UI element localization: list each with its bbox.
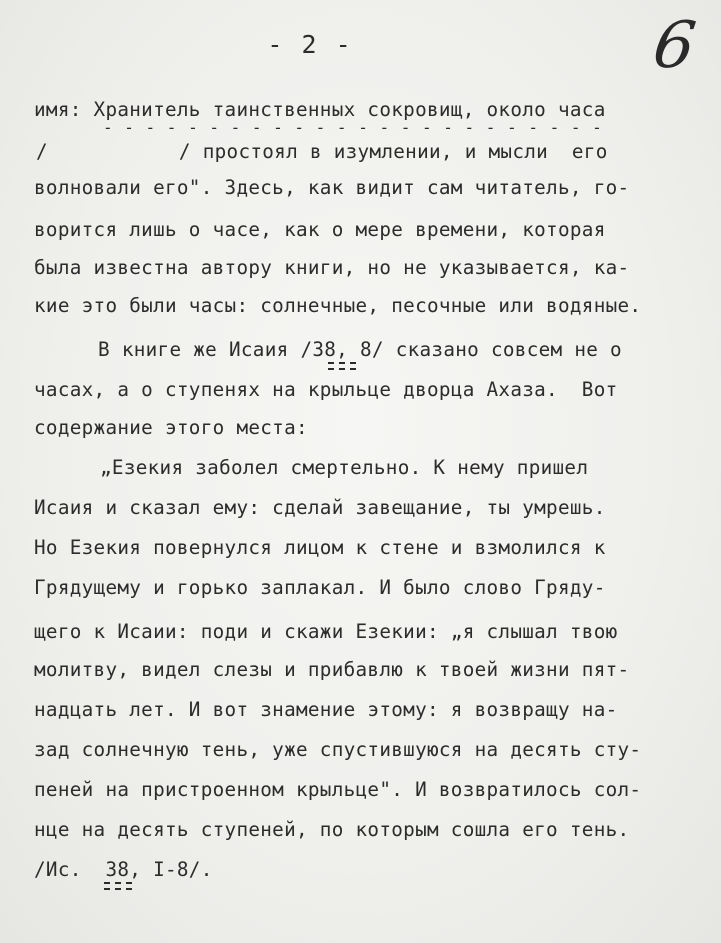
text-line-14: щего к Исаии: поди и скажи Езекии: „я слышал твою: [34, 620, 618, 643]
text-line-2: / / простоял в изумлении, и мысли его: [36, 140, 608, 163]
text-line-11: Исаия и сказал ему: сделай завещание, ты умрешь.: [34, 496, 606, 519]
text-line-15: молитву, видел слезы и прибавлю к твоей жизни пят-: [34, 658, 630, 681]
text-line-17: зад солнечную тень, уже спустившуюся на десять сту-: [34, 738, 642, 761]
text-line-6: кие это были часы: солнечные, песочные или водяные.: [34, 294, 642, 317]
double-underline: [328, 362, 356, 371]
text-line-16: надцать лет. И вот знамение этому: я возвращу на-: [34, 698, 618, 721]
text-line-13: Грядущему и горько заплакал. И было слово Гряду-: [34, 576, 606, 599]
text-line-1: имя: Хранитель таинственных сокровищ, около часа: [34, 98, 606, 121]
text-line-20: /Ис. 38, I-8/.: [34, 858, 213, 881]
text-line-19: нце на десять ступеней, по которым сошла его тень.: [34, 818, 630, 841]
dashed-underline: - - - - - - - - - - - - - - - - - - - - - - - -: [103, 118, 603, 137]
text-line-3: волновали его". Здесь, как видит сам читатель, го-: [34, 176, 630, 199]
text-line-5: была известна автору книги, но не указывается, ка-: [34, 256, 630, 279]
text-line-4: ворится лишь о часе, как о мере времени, которая: [34, 218, 606, 241]
text-line-12: Но Езекия повернулся лицом к стене и взмолился к: [34, 536, 606, 559]
text-line-10: „Езекия заболел смертельно. К нему пришел: [100, 456, 589, 479]
double-underline: [104, 882, 132, 891]
text-line-18: пеней на пристроенном крыльце". И возвратилось сол-: [34, 778, 642, 801]
text-line-7: В книге же Исаия /38, 8/ сказано совсем не о: [98, 338, 622, 361]
page-number: - 2 -: [267, 30, 353, 59]
text-line-8: часах, а о ступенях на крыльце дворца Ахаза. Вот: [34, 378, 618, 401]
handwritten-folio-number: 6: [649, 9, 701, 83]
text-line-9: содержание этого места:: [34, 416, 308, 439]
